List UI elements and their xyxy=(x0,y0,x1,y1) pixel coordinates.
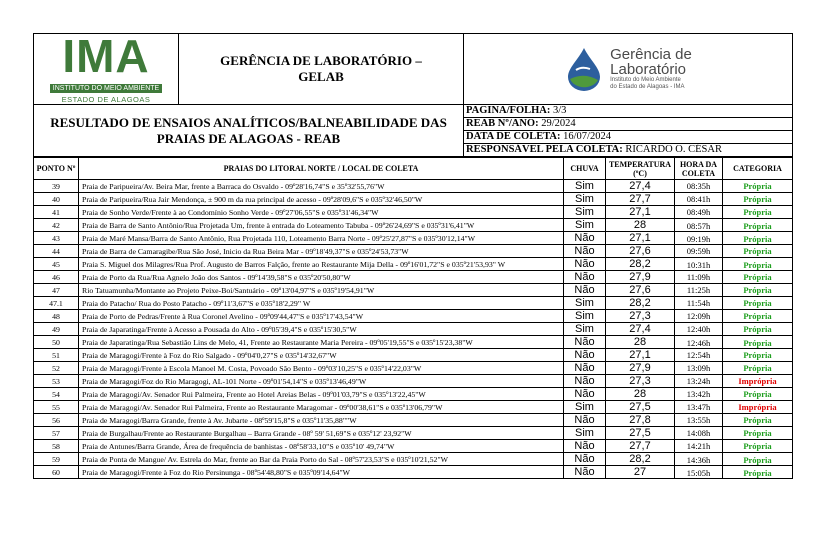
cell-categoria: Própria xyxy=(723,271,793,284)
cell-location: Praia S. Miguel dos Milagres/Rua Prof. Augusto de Barros Falção, frente ao Restaurante Mija Della - 09º16'01,72"S e 035º21'53,93" W xyxy=(79,258,564,271)
cell-location: Praia de Sonho Verde/Frente à ao Condomínio Sonho Verde - 09º27'06,55"S e 035º31'46,34"W xyxy=(79,206,564,219)
cell-ponto: 40 xyxy=(34,193,79,206)
info-row xyxy=(464,144,792,157)
cell-chuva: Não xyxy=(564,284,606,297)
cell-temperature: 27,9 xyxy=(606,362,675,375)
cell-temperature: 27,6 xyxy=(606,245,675,258)
cell-location: Praia de Barra de Santo Antônio/Rua Projetada Um, frente à entrada do Loteamento Tabuba - 09º26'24,69"S e 035º31'6,41"W xyxy=(79,219,564,232)
cell-hora: 12:54h xyxy=(675,349,723,362)
col-cat: CATEGORIA xyxy=(723,158,793,180)
cell-chuva: Sim xyxy=(564,297,606,310)
ima-logo xyxy=(34,29,179,105)
table-row xyxy=(34,375,793,388)
table-row xyxy=(34,401,793,414)
cell-categoria: Própria xyxy=(723,453,793,466)
cell-location: Praia de Maragogi/Frente à Escola Manoel M. Costa, Povoado São Bento - 09º03'10,25"S e 035º14'22,03"W xyxy=(79,362,564,375)
cell-ponto: 41 xyxy=(34,206,79,219)
table-row xyxy=(34,323,793,336)
cell-categoria: Própria xyxy=(723,297,793,310)
cell-location: Rio Tatuamunha/Montante ao Projeto Peixe-Boi/Santuário - 09º13'04,97"S e 035º19'54,91"W xyxy=(79,284,564,297)
cell-ponto: 50 xyxy=(34,336,79,349)
cell-location: Praia de Maragogi/Av. Senador Rui Palmeira, Frente ao Hotel Areias Belas - 09º01'03,79"S e 035º13'22,45"W xyxy=(79,388,564,401)
water-drop-icon xyxy=(564,46,604,92)
cell-chuva: Não xyxy=(564,258,606,271)
table-row xyxy=(34,440,793,453)
info-label: RESPONSÁVEL PELA COLETA: xyxy=(466,144,623,155)
ima-logo-line1: INSTITUTO DO MEIO AMBIENTE xyxy=(50,84,162,93)
cell-temperature: 27,7 xyxy=(606,440,675,453)
info-row xyxy=(464,118,792,131)
col-hora: HORA DA COLETA xyxy=(675,158,723,180)
cell-temperature: 28,2 xyxy=(606,453,675,466)
cell-location: Praia de Paripueira/Rua Jair Mendonça, ± 900 m da rua principal de acesso - 09º28'09,6"S e 035º32'46,50"W xyxy=(79,193,564,206)
cell-hora: 12:40h xyxy=(675,323,723,336)
cell-categoria: Própria xyxy=(723,323,793,336)
cell-location: Praia de Ponta de Mangue/ Av. Estrela do Mar, frente ao Bar da Praia Porto do Sal - 08º57'23,53"S e 035º10'21,52"W xyxy=(79,453,564,466)
cell-location: Praia de Maragogi/Barra Grande, frente à Av. Jubarte - 08º59'15,8"S e 035º11'35,88""W xyxy=(79,414,564,427)
cell-location: Praia de Porto de Pedras/Frente à Rua Coronel Avelino - 09º09'44,47"S e 035º17'43,54"W xyxy=(79,310,564,323)
cell-hora: 10:31h xyxy=(675,258,723,271)
cell-location: Praia de Maragogi/Frente à Foz do Rio Salgado - 09º04'0,27"S e 035º14'32,67"W xyxy=(79,349,564,362)
cell-temperature: 27,1 xyxy=(606,349,675,362)
table-row xyxy=(34,362,793,375)
cell-categoria: Própria xyxy=(723,466,793,479)
cell-temperature: 27,6 xyxy=(606,284,675,297)
info-value: 16/07/2024 xyxy=(560,131,611,142)
cell-temperature: 27 xyxy=(606,466,675,479)
cell-hora: 13:09h xyxy=(675,362,723,375)
cell-ponto: 48 xyxy=(34,310,79,323)
cell-chuva: Não xyxy=(564,388,606,401)
cell-temperature: 27,7 xyxy=(606,193,675,206)
cell-temperature: 28 xyxy=(606,388,675,401)
cell-ponto: 51 xyxy=(34,349,79,362)
cell-categoria: Própria xyxy=(723,310,793,323)
col-chuva: CHUVA xyxy=(564,158,606,180)
ima-logo-line2: ESTADO DE ALAGOAS xyxy=(61,94,151,104)
result-title-line1: RESULTADO DE ENSAIOS ANALÍTICOS/BALNEABILIDADE DAS xyxy=(50,114,447,130)
cell-categoria: Própria xyxy=(723,232,793,245)
info-value: 29/2024 xyxy=(538,118,576,129)
lab-title-line2: GELAB xyxy=(298,69,344,84)
cell-chuva: Não xyxy=(564,362,606,375)
cell-ponto: 46 xyxy=(34,271,79,284)
cell-hora: 11:25h xyxy=(675,284,723,297)
info-label: PAGINA/FOLHA: xyxy=(466,105,551,116)
table-row xyxy=(34,336,793,349)
cell-categoria: Imprópria xyxy=(723,401,793,414)
table-row xyxy=(34,180,793,193)
cell-chuva: Sim xyxy=(564,180,606,193)
cell-location: Praia de Maragogi/Foz do Rio Maragogi, AL-101 Norte - 09º01'54,14"S e 035º13'46,49"W xyxy=(79,375,564,388)
cell-temperature: 27,8 xyxy=(606,414,675,427)
cell-location: Praia de Japaratinga/Rua Sebastião Lins de Melo, 41, Frente ao Restaurante Maria Pereira - 09º05'19,55"S e 035º15'23,38"W xyxy=(79,336,564,349)
cell-ponto: 57 xyxy=(34,427,79,440)
cell-hora: 13:47h xyxy=(675,401,723,414)
gl-logo-small2: do Estado de Alagoas - IMA xyxy=(610,84,685,90)
cell-ponto: 47.1 xyxy=(34,297,79,310)
cell-temperature: 28 xyxy=(606,336,675,349)
cell-temperature: 27,3 xyxy=(606,310,675,323)
cell-location: Praia de Maragogi/Frente à Foz do Rio Persinunga - 08º54'48,80"S e 035º09'14,64"W xyxy=(79,466,564,479)
info-row xyxy=(464,131,792,144)
col-desc: PRAIAS DO LITORAL NORTE / LOCAL DE COLETA xyxy=(79,158,564,180)
cell-ponto: 56 xyxy=(34,414,79,427)
table-row xyxy=(34,284,793,297)
cell-ponto: 53 xyxy=(34,375,79,388)
info-value: RICARDO O. CÉSAR xyxy=(622,144,722,155)
table-row xyxy=(34,245,793,258)
cell-ponto: 55 xyxy=(34,401,79,414)
cell-ponto: 45 xyxy=(34,258,79,271)
cell-ponto: 54 xyxy=(34,388,79,401)
cell-chuva: Sim xyxy=(564,310,606,323)
cell-categoria: Própria xyxy=(723,427,793,440)
table-row xyxy=(34,388,793,401)
table-row xyxy=(34,193,793,206)
cell-temperature: 27,3 xyxy=(606,375,675,388)
result-title xyxy=(34,105,464,157)
cell-hora: 14:36h xyxy=(675,453,723,466)
cell-chuva: Sim xyxy=(564,206,606,219)
table-row xyxy=(34,206,793,219)
report-document xyxy=(33,29,792,479)
cell-ponto: 60 xyxy=(34,466,79,479)
cell-temperature: 27,9 xyxy=(606,271,675,284)
cell-temperature: 27,1 xyxy=(606,206,675,219)
cell-chuva: Sim xyxy=(564,323,606,336)
cell-hora: 13:55h xyxy=(675,414,723,427)
cell-hora: 15:05h xyxy=(675,466,723,479)
cell-location: Praia de Japaratinga/Frente à Acesso a Pousada do Alto - 09º05'39,4"S e 035º15'30,5"W xyxy=(79,323,564,336)
cell-chuva: Sim xyxy=(564,193,606,206)
cell-hora: 12:09h xyxy=(675,310,723,323)
cell-location: Praia de Burgalhau/Frente ao Restaurante Burgalhau – Barra Grande - 08º 59' 51,69"S e 035º12' 23,92"W xyxy=(79,427,564,440)
cell-temperature: 28 xyxy=(606,219,675,232)
cell-chuva: Não xyxy=(564,349,606,362)
cell-temperature: 27,5 xyxy=(606,401,675,414)
report-header xyxy=(33,29,793,157)
cell-chuva: Não xyxy=(564,453,606,466)
table-row xyxy=(34,258,793,271)
cell-hora: 14:21h xyxy=(675,440,723,453)
lab-title xyxy=(179,34,464,105)
cell-hora: 13:42h xyxy=(675,388,723,401)
cell-ponto: 43 xyxy=(34,232,79,245)
cell-chuva: Não xyxy=(564,245,606,258)
cell-location: Praia do Patacho/ Rua do Posto Patacho - 09º11'3,67"S e 035º18'2,29" W xyxy=(79,297,564,310)
cell-categoria: Própria xyxy=(723,440,793,453)
lab-title-line1: GERÊNCIA DE LABORATÓRIO – xyxy=(220,53,422,68)
cell-categoria: Própria xyxy=(723,414,793,427)
cell-ponto: 52 xyxy=(34,362,79,375)
cell-categoria: Própria xyxy=(723,349,793,362)
cell-hora: 08:49h xyxy=(675,206,723,219)
cell-temperature: 28,2 xyxy=(606,258,675,271)
table-row xyxy=(34,414,793,427)
cell-hora: 08:41h xyxy=(675,193,723,206)
info-label: DATA DE COLETA: xyxy=(466,131,561,142)
cell-hora: 08:57h xyxy=(675,219,723,232)
cell-ponto: 47 xyxy=(34,284,79,297)
cell-location: Praia de Maragogi/Av. Senador Rui Palmeira, Frente ao Restaurante Maragomar - 09º00'38,61"S e 035º13'06,79"W xyxy=(79,401,564,414)
cell-categoria: Própria xyxy=(723,362,793,375)
table-row xyxy=(34,310,793,323)
cell-hora: 11:09h xyxy=(675,271,723,284)
cell-ponto: 44 xyxy=(34,245,79,258)
cell-categoria: Própria xyxy=(723,258,793,271)
table-row xyxy=(34,297,793,310)
cell-temperature: 27,4 xyxy=(606,180,675,193)
cell-categoria: Imprópria xyxy=(723,375,793,388)
results-table xyxy=(33,157,793,479)
report-info xyxy=(464,105,792,156)
cell-categoria: Própria xyxy=(723,284,793,297)
cell-ponto: 58 xyxy=(34,440,79,453)
col-ponto: PONTO Nº xyxy=(34,158,79,180)
cell-hora: 09:19h xyxy=(675,232,723,245)
info-row xyxy=(464,105,792,118)
cell-hora: 14:08h xyxy=(675,427,723,440)
table-row xyxy=(34,349,793,362)
cell-categoria: Própria xyxy=(723,193,793,206)
gl-logo-line1: Gerência de xyxy=(610,46,692,63)
gl-logo-small1: Instituto do Meio Ambiente xyxy=(610,77,681,83)
cell-categoria: Própria xyxy=(723,206,793,219)
info-label: REAB Nº/ANO: xyxy=(466,118,539,129)
cell-chuva: Não xyxy=(564,466,606,479)
cell-ponto: 49 xyxy=(34,323,79,336)
cell-hora: 08:35h xyxy=(675,180,723,193)
cell-chuva: Não xyxy=(564,232,606,245)
cell-ponto: 59 xyxy=(34,453,79,466)
cell-ponto: 39 xyxy=(34,180,79,193)
cell-categoria: Própria xyxy=(723,245,793,258)
cell-chuva: Não xyxy=(564,440,606,453)
table-row xyxy=(34,232,793,245)
cell-categoria: Própria xyxy=(723,219,793,232)
cell-categoria: Própria xyxy=(723,180,793,193)
result-title-line2: PRAIAS DE ALAGOAS - REAB xyxy=(156,130,341,146)
cell-hora: 12:46h xyxy=(675,336,723,349)
cell-location: Praia de Paripueira/Av. Beira Mar, frente a Barraca do Osvaldo - 09º28'16,74"S e 35º32'55,76"W xyxy=(79,180,564,193)
ima-logo-acronym: IMA xyxy=(62,29,150,82)
cell-location: Praia de Porto da Rua/Rua Agnelo João dos Santos - 09º14'39,58"S e 035º20'50,80"W xyxy=(79,271,564,284)
cell-location: Praia de Barra de Camaragibe/Rua São José, Inicio da Rua Beira Mar - 09º18'49,37"S e 035º24'53,73"W xyxy=(79,245,564,258)
table-row xyxy=(34,427,793,440)
table-row xyxy=(34,453,793,466)
cell-location: Praia de Maré Mansa/Barra de Santo Antônio, Rua Projetada 110, Loteamento Barra Norte - 09º25'27,87"S e 035º30'12,14"W xyxy=(79,232,564,245)
cell-chuva: Sim xyxy=(564,427,606,440)
info-value: 3/3 xyxy=(550,105,567,116)
cell-categoria: Própria xyxy=(723,388,793,401)
cell-chuva: Não xyxy=(564,336,606,349)
cell-hora: 11:54h xyxy=(675,297,723,310)
cell-chuva: Não xyxy=(564,414,606,427)
col-temp: TEMPERATURA (ºC) xyxy=(606,158,675,180)
cell-chuva: Sim xyxy=(564,401,606,414)
cell-temperature: 27,4 xyxy=(606,323,675,336)
cell-chuva: Sim xyxy=(564,219,606,232)
cell-hora: 09:59h xyxy=(675,245,723,258)
cell-temperature: 27,1 xyxy=(606,232,675,245)
cell-chuva: Não xyxy=(564,271,606,284)
cell-chuva: Não xyxy=(564,375,606,388)
table-row xyxy=(34,466,793,479)
cell-hora: 13:24h xyxy=(675,375,723,388)
gl-logo-line2: Laboratório xyxy=(610,61,687,78)
cell-temperature: 27,5 xyxy=(606,427,675,440)
cell-ponto: 42 xyxy=(34,219,79,232)
cell-location: Praia de Antunes/Barra Grande, Área de frequência de banhistas - 08º58'33,10"S e 035º10' 49,74"W xyxy=(79,440,564,453)
table-row xyxy=(34,271,793,284)
cell-categoria: Própria xyxy=(723,336,793,349)
gl-logo xyxy=(464,34,793,105)
table-row xyxy=(34,219,793,232)
cell-temperature: 28,2 xyxy=(606,297,675,310)
